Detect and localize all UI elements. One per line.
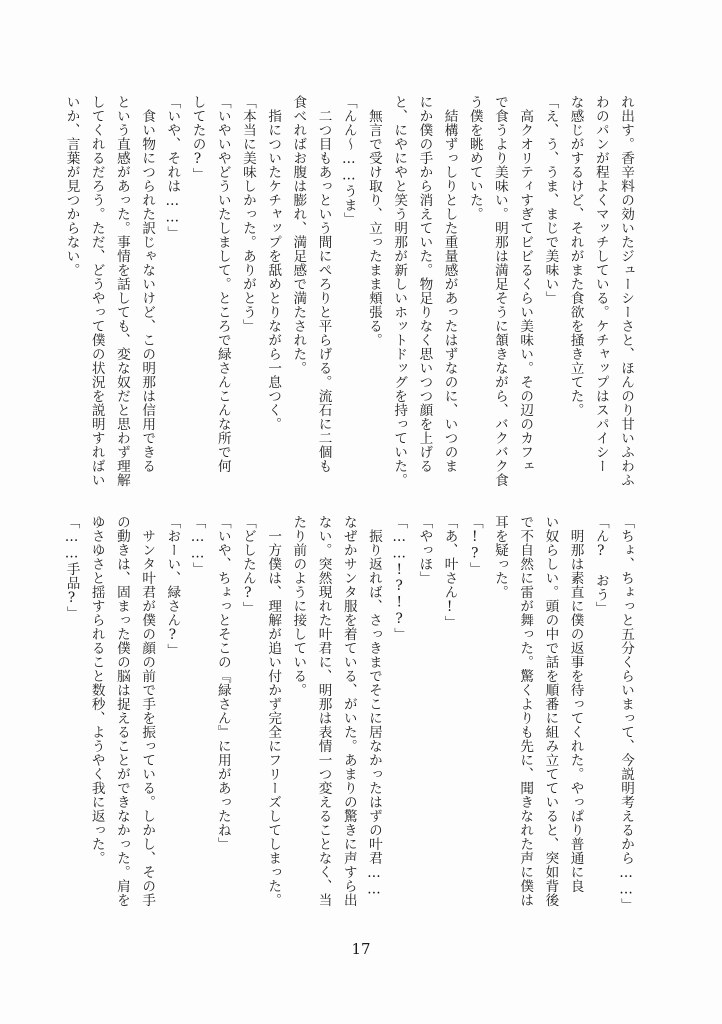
text-line: 「いやいやどういたしまして。ところで緑さんこんな所で何: [214, 95, 231, 473]
text-line: れ出す。香辛料の効いたジューシーさと、ほんのり甘いふわふ: [618, 95, 634, 487]
text-line: いか、言葉が見つからない。: [63, 95, 80, 277]
text-line: 振り返れば、さっきまでそこに居なかったはずの叶君……: [365, 515, 382, 898]
text-line: で不自然に雷が舞った。驚くよりも先に、聞きなれた声に僕は: [517, 515, 534, 907]
text-line: 高クオリティすぎてビビるくらい美味い。その辺のカフェ: [517, 95, 534, 473]
text-line: ゆさゆさと揺すられること数秒、ようやく我に返った。: [88, 515, 105, 865]
text-line: い奴らしい。頭の中で話を順番に組み立てていると、突如背後: [542, 515, 559, 907]
text-line: 耳を疑った。: [491, 515, 508, 599]
text-line: 無言で受け取り、立ったまま頬張る。: [365, 95, 382, 347]
text-line: 「やっほ」: [416, 515, 433, 585]
text-line: 「……!?!?」: [391, 515, 408, 642]
text-line: 「……」: [189, 515, 206, 576]
text-line: 食い物につられた訳じゃないけど、この明那は信用できる: [139, 95, 156, 473]
text-line: ない。突然現れた叶君に、明那は表情一つ変えることなく、当: [315, 515, 332, 907]
upper-text-column: [63, 95, 638, 490]
text-line: 「本当に美味しかった。ありがとう」: [239, 95, 256, 333]
text-line: 「ちょ、ちょっと五分くらいまって、今説明考えるから……」: [618, 515, 634, 912]
text-line: 指についたケチャップを舐めとりながら一息つく。: [265, 95, 282, 431]
text-line: にか僕の手から消えていた。物足りなく思いつつ顔を上げる: [416, 95, 433, 473]
text-line: 明那は素直に僕の返事を待ってくれた。やっぱり普通に良: [567, 515, 584, 893]
text-line: 「おーい、緑さん?」: [164, 515, 181, 658]
text-line: う僕を眺めていた。: [466, 95, 483, 221]
text-line: 「え、う、うま、まじで美味い」: [542, 95, 559, 305]
text-line: してくれるだろう。ただ、どうやって僕の状況を説明すればい: [88, 95, 105, 487]
page-number: 17: [351, 940, 371, 958]
text-line: 「いや、ちょっとそこの『緑さん』に用があったね」: [214, 515, 231, 851]
text-line: たり前のように接している。: [290, 515, 307, 697]
text-line: 「どしたん?」: [239, 515, 256, 616]
text-line: と、にやにやと笑う明那が新しいホットドッグを持っていた。: [391, 95, 408, 487]
text-line: 「……手品?」: [63, 515, 80, 621]
text-line: サンタ叶君が僕の顔の前で手を振っている。しかし、その手: [139, 515, 156, 907]
text-line: 食べればお腹は膨れ、満足感で満たされた。: [290, 95, 307, 375]
text-line: 「!?」: [466, 515, 483, 576]
text-line: なぜかサンタ服を着ている、がいた。あまりの驚きに声すら出: [340, 515, 357, 907]
text-line: という直感があった。事情を話しても、変な奴だと思わず理解: [113, 95, 130, 487]
text-line: の動きは、固まった僕の脳は捉えることができなかった。肩を: [113, 515, 130, 907]
text-line: 「んん〜……うま」: [340, 95, 357, 226]
text-line: してたの?」: [189, 95, 206, 182]
text-line: 一方僕は、理解が追い付かず完全にフリーズしてしまった。: [265, 515, 282, 907]
text-line: 二つ目もあっという間にぺろりと平らげる。流石に二個も: [315, 95, 332, 473]
text-line: わのパンが程よくマッチしている。ケチャップはスパイシー: [592, 95, 609, 473]
text-line: で食うより美味い。明那は満足そうに頷きながら、バクバク食: [491, 95, 508, 487]
text-line: 「あ、叶さん!」: [441, 515, 458, 630]
text-line: 「ん? おう」: [592, 515, 609, 616]
lower-text-column: [63, 515, 638, 915]
text-line: 結構ずっしりとした重量感があったはずなのに、いつのま: [441, 95, 458, 473]
text-line: 「いや、それは……」: [164, 95, 181, 240]
text-line: な感じがするけど、それがまた食欲を掻き立てた。: [567, 95, 584, 417]
